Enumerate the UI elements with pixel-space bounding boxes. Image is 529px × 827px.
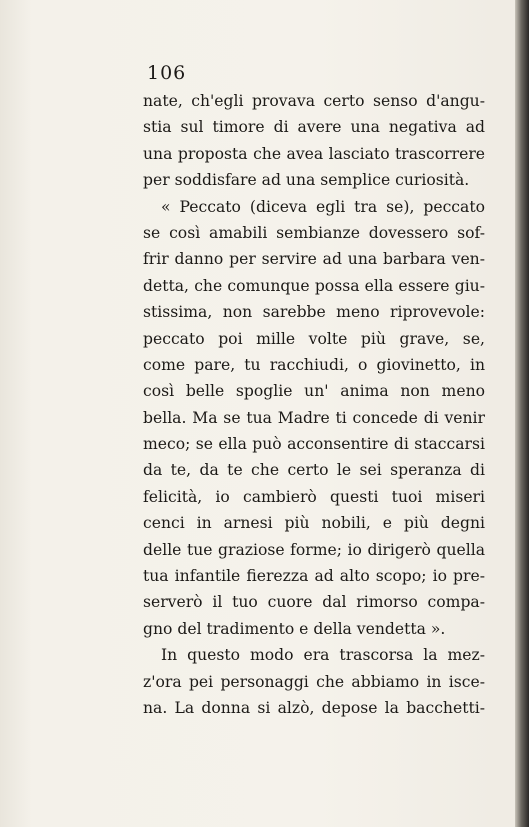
text-line: meco; se ella può acconsentire di staccarsi bbox=[143, 435, 485, 454]
text-line: « Peccato (diceva egli tra se), peccato bbox=[161, 197, 485, 216]
text-line: stissima, non sarebbe meno riprovevole: bbox=[143, 303, 485, 322]
text-line: bella. Ma se tua Madre ti concede di venir bbox=[143, 408, 485, 427]
text-line: tua infantile fierezza ad alto scopo; io pre- bbox=[143, 567, 485, 586]
text-line: detta, che comunque possa ella essere giu- bbox=[143, 276, 485, 295]
text-line: delle tue graziose forme; io dirigerò quella bbox=[143, 540, 485, 559]
text-line: gno del tradimento e della vendetta ». bbox=[143, 619, 446, 638]
text-line: stia sul timore di avere una negativa ad bbox=[143, 118, 485, 137]
text-line: peccato poi mille volte più grave, se, bbox=[143, 329, 485, 348]
text-line: frir danno per servire ad una barbara ven- bbox=[143, 250, 485, 269]
text-line: na. La donna si alzò, depose la bacchetti- bbox=[143, 698, 485, 717]
text-line: per soddisfare ad una semplice curiosità. bbox=[143, 171, 470, 190]
text-line: una proposta che avea lasciato trascorrere bbox=[143, 144, 485, 163]
text-line: se così amabili sembianze dovessero sof- bbox=[143, 223, 485, 242]
page-edge-shadow bbox=[515, 0, 529, 827]
text-line: cenci in arnesi più nobili, e più degni bbox=[143, 514, 485, 533]
page-number: 106 bbox=[147, 62, 187, 84]
text-line: nate, ch'egli provava certo senso d'angu- bbox=[143, 92, 485, 110]
text-line: da te, da te che certo le sei speranza di bbox=[143, 461, 485, 480]
text-line: In questo modo era trascorsa la mez- bbox=[161, 646, 485, 665]
text-line: felicità, io cambierò questi tuoi miseri bbox=[143, 487, 485, 506]
text-line: come pare, tu racchiudi, o giovinetto, in bbox=[143, 355, 485, 374]
text-line: serverò il tuo cuore dal rimorso compa- bbox=[143, 593, 485, 612]
body-text bbox=[143, 88, 485, 721]
text-line: così belle spoglie un' anima non meno bbox=[143, 382, 485, 401]
text-line: z'ora pei personaggi che abbiamo in isce- bbox=[143, 672, 485, 691]
